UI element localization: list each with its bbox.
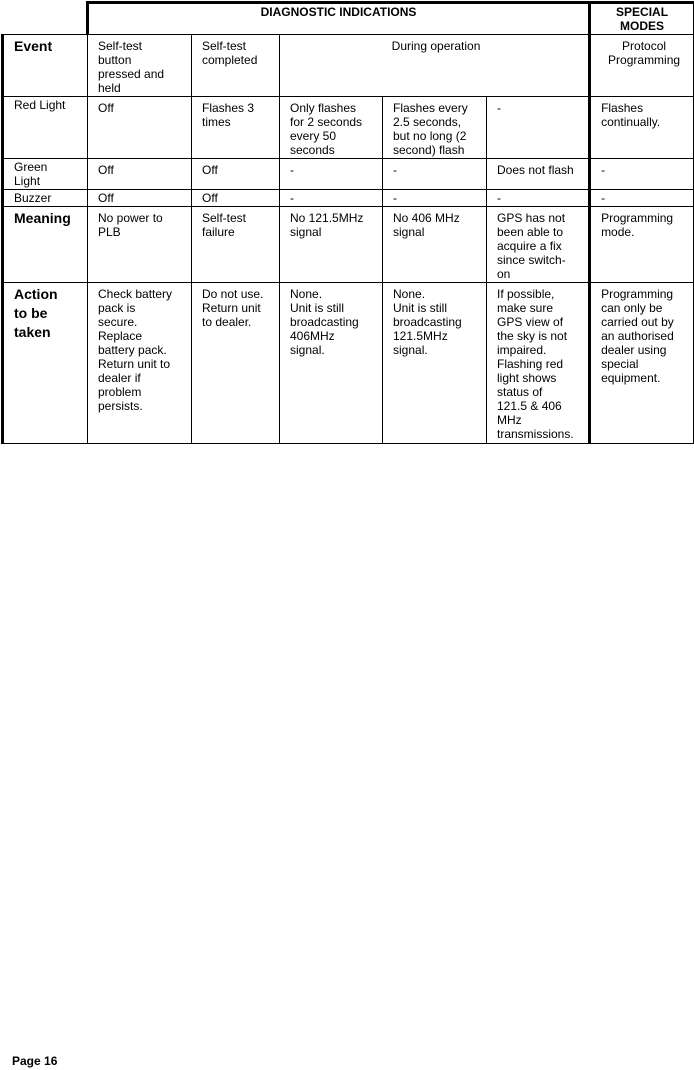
event-selftest-pressed: Self-test button pressed and held — [88, 35, 192, 97]
action-no-121: None. Unit is still broadcasting 406MHz signal. — [280, 283, 383, 444]
meaning-selftest-pressed: No power to PLB — [88, 207, 192, 283]
green-light-row — [3, 159, 694, 190]
red-light-selftest-completed: Flashes 3 times — [192, 97, 280, 159]
red-light-label: Red Light — [3, 97, 88, 159]
green-light-label: Green Light — [3, 159, 88, 190]
green-light-selftest-pressed: Off — [88, 159, 192, 190]
diagnostic-indications-header: DIAGNOSTIC INDICATIONS — [88, 3, 590, 35]
action-selftest-pressed: Check battery pack is secure. Replace battery pack. Return unit to dealer if problem persists. — [88, 283, 192, 444]
event-label: Event — [3, 35, 88, 97]
buzzer-no-406: - — [383, 190, 487, 207]
green-light-programming: - — [590, 159, 694, 190]
page-number: Page 16 — [12, 1054, 58, 1068]
buzzer-no-121: - — [280, 190, 383, 207]
green-light-no-121: - — [280, 159, 383, 190]
meaning-row — [3, 207, 694, 283]
buzzer-selftest-completed: Off — [192, 190, 280, 207]
action-gps: If possible, make sure GPS view of the sky is not impaired. Flashing red light shows status of 121.5 & 406 MHz transmissions. — [487, 283, 590, 444]
buzzer-selftest-pressed: Off — [88, 190, 192, 207]
event-row — [3, 35, 694, 97]
meaning-programming: Programming mode. — [590, 207, 694, 283]
red-light-no-406: Flashes every 2.5 seconds, but no long (2 second) flash — [383, 97, 487, 159]
event-protocol-programming: Protocol Programming — [590, 35, 694, 97]
buzzer-row — [3, 190, 694, 207]
green-light-no-406: - — [383, 159, 487, 190]
meaning-selftest-completed: Self-test failure — [192, 207, 280, 283]
event-during-operation: During operation — [280, 35, 590, 97]
diagnostic-table — [1, 1, 694, 444]
red-light-gps: - — [487, 97, 590, 159]
meaning-gps: GPS has not been able to acquire a fix since switch- on — [487, 207, 590, 283]
special-modes-header: SPECIAL MODES — [590, 3, 694, 35]
action-no-406: None. Unit is still broadcasting 121.5MHz signal. — [383, 283, 487, 444]
meaning-no-406: No 406 MHz signal — [383, 207, 487, 283]
green-light-selftest-completed: Off — [192, 159, 280, 190]
buzzer-label: Buzzer — [3, 190, 88, 207]
red-light-selftest-pressed: Off — [88, 97, 192, 159]
event-selftest-completed: Self-test completed — [192, 35, 280, 97]
red-light-row — [3, 97, 694, 159]
red-light-programming: Flashes continually. — [590, 97, 694, 159]
buzzer-programming: - — [590, 190, 694, 207]
meaning-no-121: No 121.5MHz signal — [280, 207, 383, 283]
action-programming: Programming can only be carried out by an authorised dealer using special equipment. — [590, 283, 694, 444]
action-label: Action to be taken — [3, 283, 88, 444]
action-row — [3, 283, 694, 444]
red-light-no-121: Only flashes for 2 seconds every 50 seconds — [280, 97, 383, 159]
buzzer-gps: - — [487, 190, 590, 207]
action-selftest-completed: Do not use. Return unit to dealer. — [192, 283, 280, 444]
green-light-gps: Does not flash — [487, 159, 590, 190]
blank-corner-cell — [3, 3, 88, 35]
meaning-label: Meaning — [3, 207, 88, 283]
header-row — [3, 3, 694, 35]
